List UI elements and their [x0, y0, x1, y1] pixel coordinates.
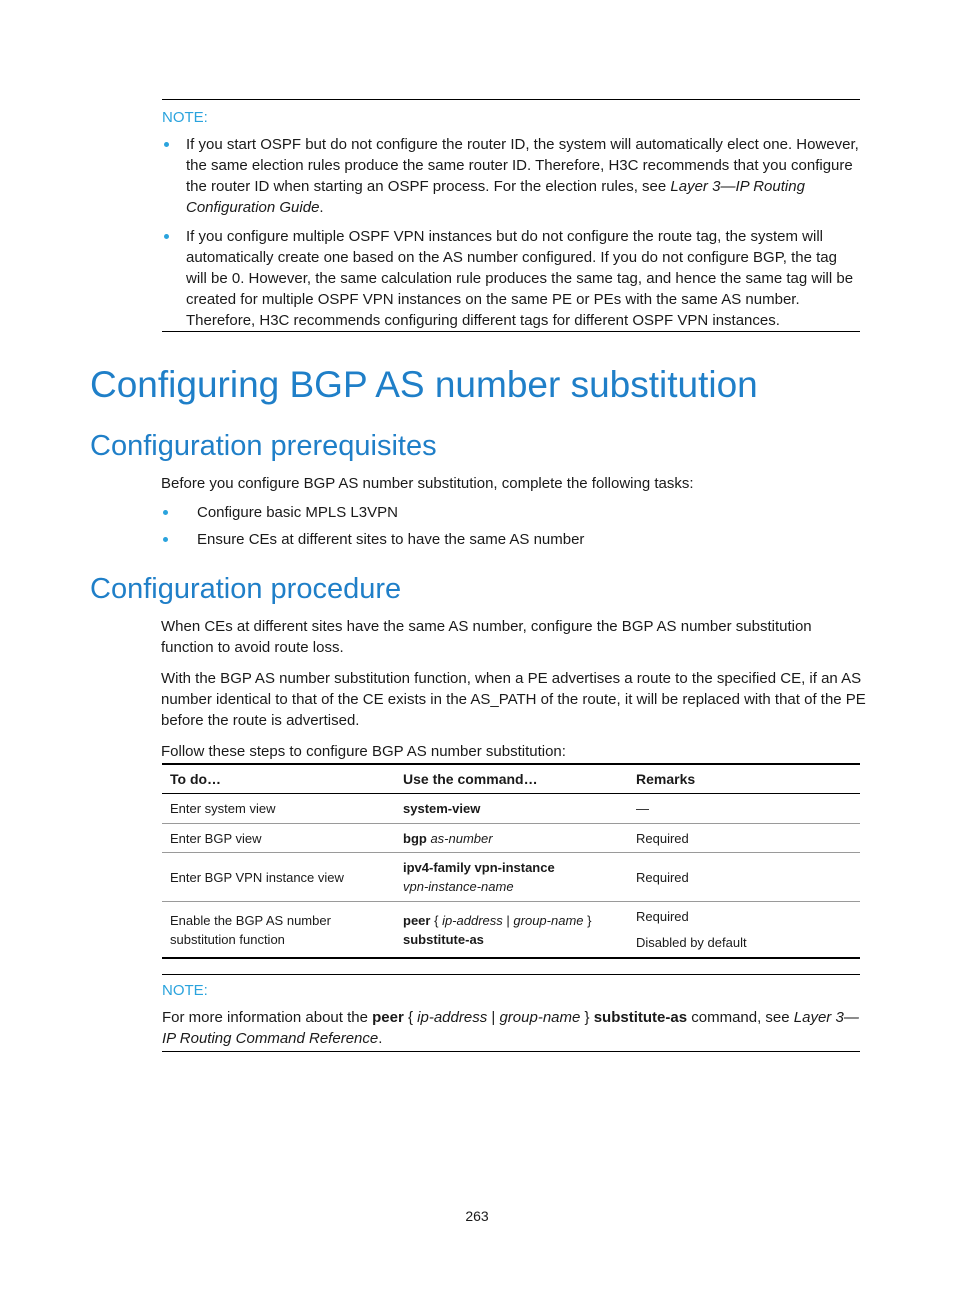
command-argument: group-name: [513, 912, 584, 928]
table-cell: Enter BGP view: [162, 824, 395, 853]
bullet-icon: [164, 234, 169, 239]
command-argument: as-number: [430, 830, 493, 846]
table-row: [162, 902, 860, 959]
list-item: [161, 529, 584, 556]
command-keyword: bgp: [403, 830, 427, 846]
note-text: [162, 1007, 860, 1049]
table-cell: [395, 853, 628, 902]
table-cell: [395, 824, 628, 853]
table-cell: Required: [628, 824, 860, 853]
command-keyword: peer: [403, 912, 431, 928]
bullet-icon: [164, 142, 169, 147]
note-text-part: command, see: [687, 1009, 794, 1026]
column-header: To do…: [162, 764, 395, 794]
table-cell: [628, 902, 860, 959]
command-keyword: peer: [372, 1009, 404, 1026]
separator: |: [506, 912, 510, 928]
column-header: Use the command…: [395, 764, 628, 794]
section-heading-prerequisites: Configuration prerequisites: [90, 430, 437, 462]
doc-reference: Layer 3—IP Routing Configuration Guide: [186, 178, 805, 216]
command-keyword: substitute-as: [593, 1009, 688, 1026]
table-row: [162, 853, 860, 902]
command-argument: group-name: [499, 1009, 581, 1026]
note-item: [162, 226, 860, 331]
table-cell: Enter BGP VPN instance view: [162, 853, 395, 902]
doc-reference: Layer 3—IP Routing Command Reference: [162, 1009, 859, 1047]
remark-text: Disabled by default: [636, 934, 747, 950]
brace: {: [407, 1009, 413, 1026]
command-argument: ip-address: [417, 1009, 488, 1026]
note-list: [162, 134, 860, 331]
table-cell: [395, 794, 628, 824]
list-item: [161, 502, 584, 529]
column-header: Remarks: [628, 764, 860, 794]
note-text: If you configure multiple OSPF VPN instances but do not configure the route tag, the system will automatically create one based on the AS number configured. If you do not configure BGP, the tag will be 0. However, the same calculation rule produces the same tag, and hence the same tag will be created for multiple OSPF VPN instances on the same PE or PEs with the same AS number. Therefore, H3C recommends configuring different tags for different OSPF VPN instances.: [186, 228, 854, 329]
command-table: [162, 763, 860, 959]
table-cell: Enter system view: [162, 794, 395, 824]
table-row: [162, 794, 860, 824]
note-text-part: For more information about the: [162, 1009, 373, 1026]
command-keyword: substitute-as: [403, 931, 484, 947]
brace: }: [587, 912, 592, 928]
prereq-intro: Before you configure BGP AS number substitution, complete the following tasks:: [161, 475, 694, 492]
prereq-list: [161, 502, 584, 556]
note-text: If you start OSPF but do not configure the router ID, the system will automatically elect one. However, the same election rules produce the same router ID. Therefore, H3C recommends that you configure the router ID when starting an OSPF process. For the election rules, see: [186, 136, 859, 195]
remark-text: Required: [636, 908, 689, 924]
procedure-paragraph: Follow these steps to configure BGP AS number substitution:: [161, 743, 566, 760]
note-text-end: .: [319, 199, 324, 216]
page-number: 263: [465, 1208, 489, 1224]
page-title: Configuring BGP AS number substitution: [90, 364, 758, 405]
note-item: [162, 134, 860, 218]
table-cell: Required: [628, 853, 860, 902]
section-heading-procedure: Configuration procedure: [90, 573, 402, 605]
note-label: NOTE:: [162, 982, 208, 999]
command-keyword: ipv4-family vpn-instance: [403, 860, 555, 875]
note-box: [162, 99, 860, 332]
bullet-icon: [163, 537, 168, 542]
brace: {: [434, 912, 439, 928]
table-row: [162, 824, 860, 853]
table-header-row: [162, 764, 860, 794]
procedure-paragraph: With the BGP AS number substitution function, when a PE advertises a route to the specified CE, if an AS number identical to that of the CE exists in the AS_PATH of the route, it will be replaced with that of the PE before the route is advertised.: [161, 670, 866, 729]
command-keyword: system-view: [403, 801, 481, 816]
bullet-icon: [163, 510, 168, 515]
table-cell: Enable the BGP AS number substitution function: [170, 912, 331, 947]
command-argument: vpn-instance-name: [403, 879, 514, 894]
note-box: [162, 974, 860, 1052]
note-text-part: .: [378, 1030, 383, 1047]
brace: }: [584, 1009, 590, 1026]
separator: |: [491, 1009, 496, 1026]
note-label: NOTE:: [162, 109, 208, 126]
table-cell: [395, 902, 628, 959]
list-item-text: Configure basic MPLS L3VPN: [197, 504, 398, 521]
command-argument: ip-address: [442, 912, 503, 928]
list-item-text: Ensure CEs at different sites to have the same AS number: [197, 531, 585, 548]
table-cell: —: [628, 794, 860, 824]
procedure-paragraph: When CEs at different sites have the same AS number, configure the BGP AS number substitution function to avoid route loss.: [161, 618, 812, 656]
